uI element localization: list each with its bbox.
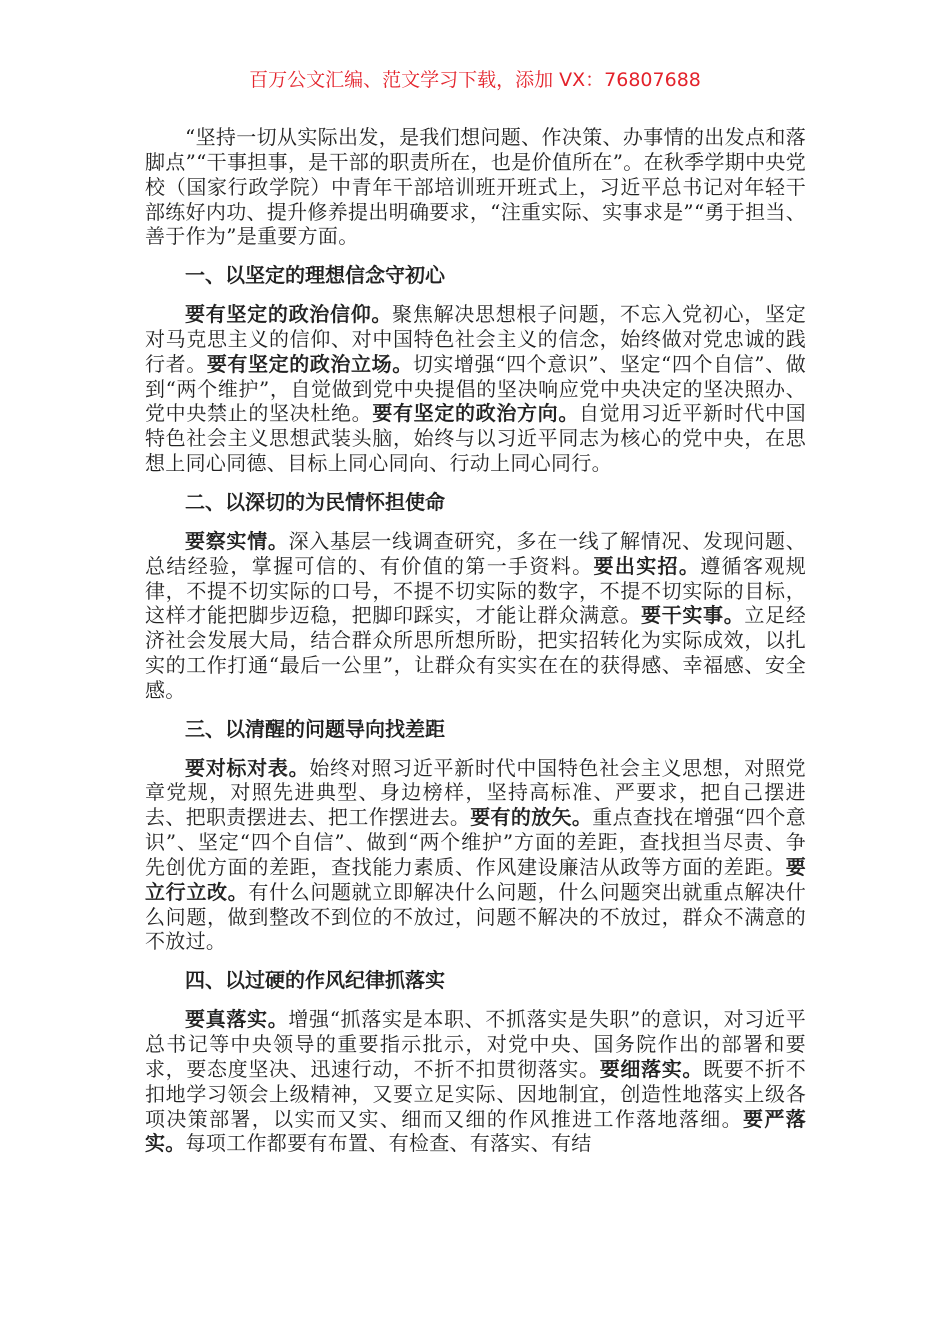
paragraph-text: 立足经济社会发展大局，结合群众所思所想所盼，把实招转化为实际成效，以扎实的工作打通“最后一公里”，让群众有实实在在的获得感、幸福感、安全感。 [145,603,807,702]
paragraph-text: 切实增强“四个意识”、坚定“四个自信”、做到“两个维护”，自觉做到党中央提倡的坚决响应党中央决定的坚决照办、党中央禁止的坚决杜绝。 [145,351,807,426]
paragraph [145,529,806,703]
paragraph-text: “坚持一切从实际出发，是我们想问题、作决策、办事情的出发点和落脚点”“干事担事，是干部的职责所在，也是价值所在”。在秋季学期中央党校（国家行政学院）中青年干部培训班开班式上，习近平总书记对年轻干部练好内功、提升修养提出明确要求，“注重实际、实事求是”“勇于担当、善于作为”是重要方面。 [145,125,806,249]
paragraph-text: 重点查找在增强“四个意识”、坚定“四个自信”、做到“两个维护”方面的差距，查找担当尽责、争先创优方面的差距，查找能力素质、作风建设廉洁从政等方面的差距。 [145,805,806,879]
bold-lead-phrase: 要有坚定的政治方向。 [372,401,580,426]
paragraph-text: 始终对照习近平新时代中国特色社会主义思想，对照党章党规，对照先进典型、身边榜样，坚持高标准、严要求，把自己摆进去、把职责摆进去、把工作摆进去。 [145,755,806,830]
bold-lead-phrase: 要严落实。 [145,1106,806,1156]
bold-lead-phrase: 要细落实。 [599,1056,704,1081]
bold-lead-phrase: 要真落实。 [185,1007,289,1032]
bold-lead-phrase: 要立行立改。 [145,854,806,904]
paragraph [145,302,806,476]
bold-lead-phrase: 要出实招。 [593,553,701,578]
section-heading: 三、以清醒的问题导向找差距 [185,716,445,741]
paragraph-text: 遵循客观规律，不提不切实际的口号，不提不切实际的数字，不提不切实际的目标，这样才能把脚步迈稳，把脚印踩实，才能让群众满意。 [145,553,806,628]
bold-lead-phrase: 要干实事。 [641,603,745,628]
paragraph-text: 既要不折不扣地学习领会上级精神，又要立足实际、因地制宜，创造性地落实上级各项决策部署，以实而又实、细而又细的作风推进工作落地落细。 [145,1056,807,1131]
paragraph-text: 聚焦解决思想根子问题，不忘入党初心，坚定对马克思主义的信仰、对中国特色社会主义的信念，始终做对党忠诚的践行者。 [145,302,807,376]
paragraph-text: 增强“抓落实是本职、不抓落实是失职”的意识，对习近平总书记等中央领导的重要指示批示，对党中央、国务院作出的部署和要求，要态度坚决、迅速行动，不折不扣贯彻落实。 [145,1007,806,1081]
paragraph [145,125,806,249]
section-heading: 四、以过硬的作风纪律抓落实 [185,968,445,993]
paragraph-text: 深入基层一线调查研究，多在一线了解情况、发现问题、总结经验，掌握可信的、有价值的第一手资料。 [145,528,807,578]
section-heading: 一、以坚定的理想信念守初心 [185,263,445,288]
paragraph-text: 有什么问题就立即解决什么问题，什么问题突出就重点解决什么问题，做到整改不到位的不放过，问题不解决的不放过，群众不满意的不放过。 [145,879,806,954]
paragraph [145,1007,806,1156]
section-heading: 二、以深切的为民情怀担使命 [185,489,445,514]
download-banner: 百万公文汇编、范文学习下载，添加 VX：76807688 [249,69,701,91]
paragraph [145,756,806,955]
bold-lead-phrase: 要察实情。 [185,528,289,553]
bold-lead-phrase: 要有的放矢。 [470,805,593,830]
paragraph-text: 每项工作都要有布置、有检查、有落实、有结 [185,1131,592,1156]
bold-lead-phrase: 要有坚定的政治信仰。 [185,302,393,327]
paragraph-text: 自觉用习近平新时代中国特色社会主义思想武装头脑，始终与以习近平同志为核心的党中央，在思想上同心同德、目标上同心同向、行动上同心同行。 [145,401,806,476]
bold-lead-phrase: 要有坚定的政治立场。 [206,351,413,376]
document-body [145,125,806,1170]
bold-lead-phrase: 要对标对表。 [185,755,310,780]
